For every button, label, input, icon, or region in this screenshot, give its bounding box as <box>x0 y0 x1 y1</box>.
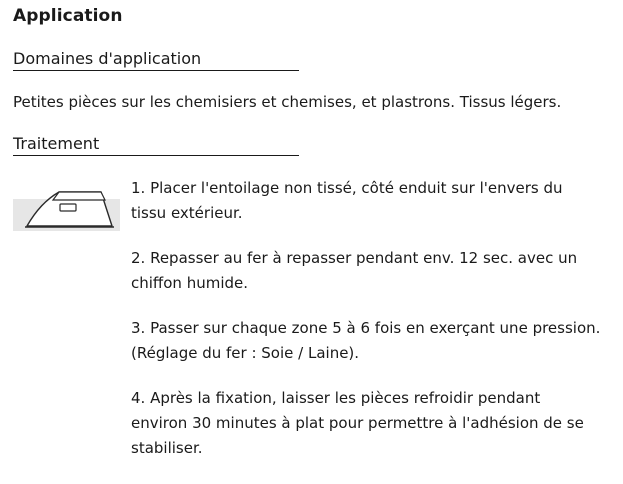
step-3: 3. Passer sur chaque zone 5 à 6 fois en exerçant une pression. (Réglage du fer : Soie / Laine). <box>131 319 601 362</box>
step-4: 4. Après la fixation, laisser les pièces refroidir pendant environ 30 minutes à plat pour permettre à l'adhésion de se stabiliser. <box>131 389 584 457</box>
domains-text: Petites pièces sur les chemisiers et chemises, et plastrons. Tissus légers. <box>13 93 562 111</box>
step-2: 2. Repasser au fer à repasser pendant env. 12 sec. avec un chiffon humide. <box>131 249 578 292</box>
step-1: 1. Placer l'entoilage non tissé, côté enduit sur l'envers du tissu extérieur. <box>131 179 563 222</box>
page-title: Application <box>13 6 123 26</box>
treatment-steps <box>131 176 601 481</box>
section-heading-treatment: Traitement <box>13 134 299 156</box>
section-heading-domains: Domaines d'application <box>13 49 299 71</box>
iron-icon <box>13 178 120 231</box>
